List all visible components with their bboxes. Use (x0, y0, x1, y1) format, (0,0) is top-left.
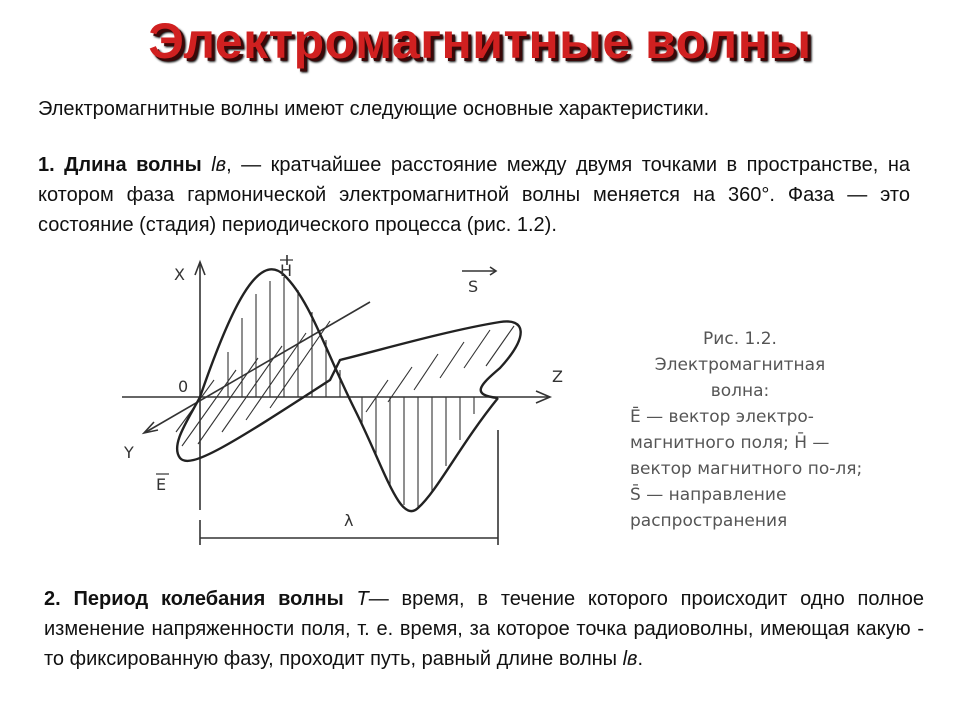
y-axis-arrow (144, 422, 158, 433)
definition-period-text: — время, в течение которого происходит одно полное изменение напряженности поля, т. е. время, за которое точка радиоволны, имеющая какую - то фиксированную фазу, проходит путь, равный длине волны (44, 588, 924, 670)
figure-caption (630, 326, 863, 534)
caption-line: магнитного поля; H̄ — (630, 433, 830, 453)
caption-line: распространения (630, 511, 788, 531)
definition-period (44, 584, 924, 674)
definition-wavelength-text: , — кратчайшее расстояние между двумя точками в пространстве, на котором фаза гармонической электромагнитной волны меняется на 360°. Фаза — это состояние (стадия) периодического процесса (рис. 1.2). (38, 154, 911, 236)
definition-period-end: . (637, 648, 644, 670)
page-title: Электромагнитные волны (148, 13, 812, 69)
intro-text: Электромагнитные волны имеют следующие основные характеристики. (38, 98, 710, 120)
definition-wavelength-label: 1. Длина волны (38, 154, 202, 176)
e-vector-label: E (156, 475, 167, 494)
h-vector-label: H (280, 261, 293, 280)
origin-label: 0 (178, 377, 189, 396)
caption-line: Ē — вектор электро- (630, 407, 814, 427)
axis-z-label: Z (552, 367, 563, 386)
caption-line: вектор магнитного по-ля; (630, 459, 863, 479)
wavelength-symbol-end: lв (622, 648, 638, 670)
e-wave-curve (177, 321, 521, 460)
axis-y-label: Y (124, 443, 134, 462)
caption-line: Электромагнитная (654, 355, 826, 375)
axis-x-label: X (174, 265, 185, 284)
lambda-label: λ (344, 511, 354, 530)
definition-period-label: 2. Период колебания волны (44, 588, 344, 610)
period-symbol: T (356, 588, 369, 610)
h-wave-curve (200, 269, 498, 511)
caption-line: S̄ — направление (630, 485, 787, 505)
caption-line: Рис. 1.2. (703, 329, 777, 349)
wavelength-symbol: lв (211, 154, 227, 176)
caption-line: волна: (710, 381, 770, 401)
s-vector-label: S (468, 277, 479, 296)
